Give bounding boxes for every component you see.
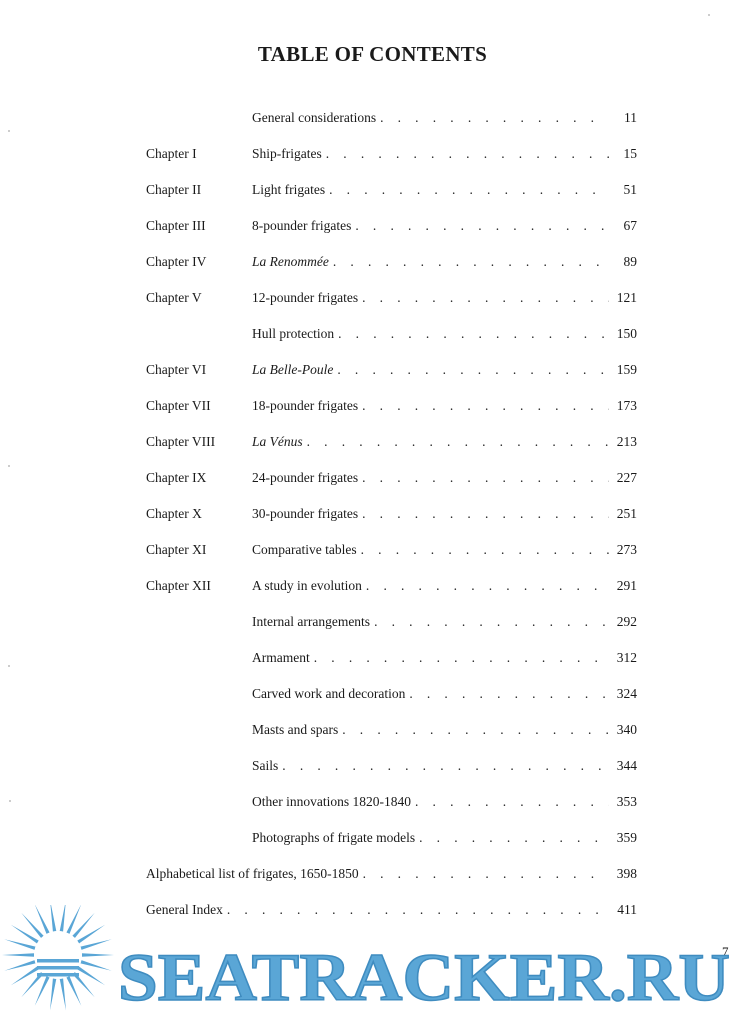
entry-line <box>252 648 637 668</box>
sun-ray <box>50 979 56 1011</box>
entry-title: Alphabetical list of frigates, 1650-1850 <box>146 866 359 881</box>
dot-leader <box>342 720 609 740</box>
dot-leader <box>366 576 609 596</box>
toc-entry <box>0 504 745 524</box>
chapter-label: Chapter IX <box>146 470 207 485</box>
watermark-svg <box>0 905 745 1024</box>
entry-line <box>252 468 637 488</box>
sun-ray <box>4 960 35 971</box>
entry-page-number: 291 <box>616 578 637 593</box>
entry-page-number: 213 <box>616 434 637 449</box>
horizon-stripe <box>37 973 79 977</box>
entry-line <box>252 108 637 128</box>
entry-line <box>252 324 637 344</box>
entry-page-number: 67 <box>623 218 637 233</box>
chapter-label: Chapter I <box>146 146 197 161</box>
dot-leader <box>282 756 609 776</box>
toc-entry <box>0 612 745 632</box>
toc-entry <box>0 396 745 416</box>
entry-title: General Index <box>146 902 223 917</box>
entry-title: Other innovations 1820-1840 <box>252 794 411 809</box>
entry-line <box>252 720 637 740</box>
chapter-label: Chapter II <box>146 182 202 197</box>
entry-title: Light frigates <box>252 182 326 197</box>
toc-entry <box>0 180 745 200</box>
toc-entry <box>0 144 745 164</box>
chapter-label: Chapter X <box>146 506 202 521</box>
entry-page-number: 398 <box>616 866 637 881</box>
entry-line <box>252 360 637 380</box>
entry-title: 30-pounder frigates <box>252 506 359 521</box>
scan-speck <box>708 14 710 16</box>
entry-line <box>252 612 637 632</box>
entry-title: Masts and spars <box>252 722 339 737</box>
chapter-label: Chapter VIII <box>146 434 216 449</box>
scan-speck <box>8 130 10 132</box>
entry-page-number: 51 <box>623 182 637 197</box>
entry-title: Armament <box>252 650 310 665</box>
toc-entry <box>0 576 745 596</box>
dot-leader <box>307 432 609 452</box>
dot-leader <box>362 504 609 524</box>
entry-page-number: 359 <box>616 830 637 845</box>
chapter-label: Chapter VII <box>146 398 211 413</box>
chapter-label: Chapter XII <box>146 578 211 593</box>
entry-line <box>252 144 637 164</box>
entry-page-number: 173 <box>616 398 637 413</box>
toc-entry <box>0 648 745 668</box>
entry-page-number: 251 <box>616 506 637 521</box>
dot-leader <box>409 684 609 704</box>
toc-entry <box>0 720 745 740</box>
entry-line <box>252 288 637 308</box>
entry-page-number: 150 <box>616 326 637 341</box>
entry-title: Sails <box>252 758 279 773</box>
entry-title: Ship-frigates <box>252 146 322 161</box>
chapter-label: Chapter VI <box>146 362 207 377</box>
entry-title: General considerations <box>252 110 377 125</box>
entry-page-number: 227 <box>616 470 637 485</box>
dot-leader <box>338 324 609 344</box>
chapter-label: Chapter III <box>146 218 206 233</box>
entry-title: Comparative tables <box>252 542 357 557</box>
scan-speck <box>8 665 10 667</box>
toc-entry <box>0 792 745 812</box>
entry-title: 8-pounder frigates <box>252 218 352 233</box>
entry-line <box>252 540 637 560</box>
sun-logo-icon <box>2 905 114 1010</box>
entry-page-number: 273 <box>616 542 637 557</box>
dot-leader <box>380 108 609 128</box>
dot-leader <box>361 540 609 560</box>
entry-line <box>252 576 637 596</box>
scan-speck <box>8 465 10 467</box>
entry-title: Carved work and decoration <box>252 686 406 701</box>
watermark-text: SEATRACKER.RU <box>118 939 730 1015</box>
toc-entry <box>0 108 745 128</box>
dot-leader <box>362 288 609 308</box>
entry-page-number: 344 <box>616 758 637 773</box>
dot-leader <box>314 648 609 668</box>
watermark <box>0 905 745 1024</box>
sun-ray <box>60 905 66 932</box>
appendix-entry <box>0 864 745 884</box>
entry-title: Internal arrangements <box>252 614 371 629</box>
entry-line <box>252 252 637 272</box>
toc-entry <box>0 360 745 380</box>
chapter-label: Chapter V <box>146 290 202 305</box>
entry-title: 18-pounder frigates <box>252 398 359 413</box>
toc-entry <box>0 216 745 236</box>
sun-ray <box>60 979 66 1011</box>
sun-ray <box>81 960 112 971</box>
toc-entry <box>0 828 745 848</box>
entry-line <box>252 396 637 416</box>
toc-entry <box>0 432 745 452</box>
toc-entry <box>0 468 745 488</box>
toc-entry <box>0 252 745 272</box>
sun-ray <box>4 939 35 950</box>
page-number: 7 <box>722 944 729 959</box>
toc-entry <box>0 684 745 704</box>
toc-entry <box>0 288 745 308</box>
horizon-stripe <box>37 966 79 970</box>
dot-leader <box>333 252 609 272</box>
entry-page-number: 159 <box>616 362 637 377</box>
entry-line <box>252 180 637 200</box>
entry-title: 12-pounder frigates <box>252 290 359 305</box>
dot-leader <box>337 360 609 380</box>
toc-entry <box>0 540 745 560</box>
dot-leader <box>362 396 609 416</box>
dot-leader <box>355 216 609 236</box>
sun-center <box>34 931 82 979</box>
entry-line <box>252 684 637 704</box>
dot-leader <box>415 792 609 812</box>
horizon-stripe <box>37 959 79 963</box>
entry-line <box>252 504 637 524</box>
dot-leader <box>374 612 609 632</box>
entry-title: La Renommée <box>252 254 329 269</box>
entry-line <box>252 216 637 236</box>
entry-line <box>252 756 637 776</box>
page-title: TABLE OF CONTENTS <box>257 42 488 66</box>
sun-ray <box>81 939 112 950</box>
entry-page-number: 324 <box>616 686 637 701</box>
scan-speck <box>9 800 11 802</box>
chapter-label: Chapter XI <box>146 542 207 557</box>
dot-leader <box>326 144 609 164</box>
chapter-label: Chapter IV <box>146 254 207 269</box>
dot-leader <box>419 828 609 848</box>
entry-title: Photographs of frigate models <box>252 830 416 845</box>
dot-leader <box>362 468 609 488</box>
dot-leader <box>363 864 609 884</box>
sun-ray <box>2 953 34 956</box>
sun-ray <box>50 905 56 932</box>
entry-page-number: 353 <box>616 794 637 809</box>
entry-page-number: 292 <box>616 614 637 629</box>
entry-title: La Vénus <box>252 434 303 449</box>
entry-line <box>252 432 637 452</box>
entry-line <box>252 828 637 848</box>
entry-title: A study in evolution <box>252 578 362 593</box>
entry-title: 24-pounder frigates <box>252 470 359 485</box>
entry-line <box>252 792 637 812</box>
entry-page-number: 312 <box>616 650 637 665</box>
sun-ray <box>82 953 114 956</box>
entry-page-number: 15 <box>623 146 637 161</box>
entry-page-number: 411 <box>617 902 637 917</box>
entry-line <box>146 864 637 884</box>
entry-page-number: 89 <box>623 254 637 269</box>
entry-title: La Belle-Poule <box>252 362 334 377</box>
entry-page-number: 121 <box>616 290 637 305</box>
entry-page-number: 11 <box>624 110 637 125</box>
entry-title: Hull protection <box>252 326 335 341</box>
dot-leader <box>329 180 609 200</box>
toc-entry <box>0 756 745 776</box>
toc-entry <box>0 324 745 344</box>
entry-page-number: 340 <box>616 722 637 737</box>
